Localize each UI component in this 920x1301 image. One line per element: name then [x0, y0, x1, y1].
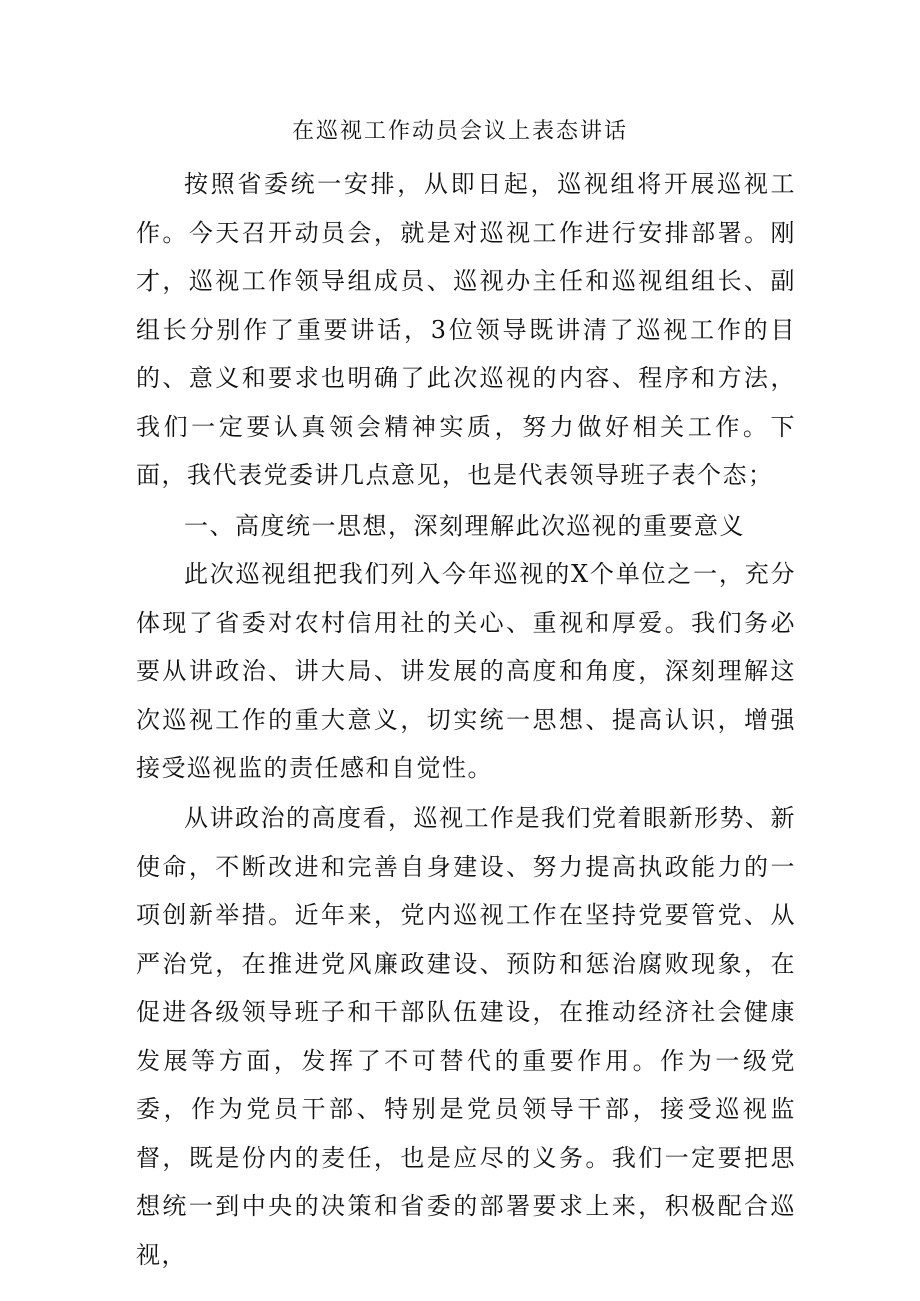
document-title: 在巡视工作动员会议上表态讲话	[291, 119, 628, 144]
paragraph-political-view: 从讲政治的高度看，巡视工作是我们党着眼新形势、新使命，不断改进和完善自身建设、努力提高执政能力的一项创新举措。近年来，党内巡视工作在坚持党要管党、从严治党，在推进党风廉政建设、预防和惩治腐败现象，在促进各级领导班子和干部队伍建设，在推动经济社会健康发展等方面，发挥了不可替代的重要作用。作为一级党委，作为党员干部、特别是党员领导干部，接受巡视监督，既是份内的麦任，也是应尽的义务。我们一定要把思想统一到中央的决策和省委的部署要求上来，积极配合巡视，	[136, 804, 796, 1269]
paragraph-section-1: 此次巡视组把我们列入今年巡视的X个单位之一，充分体现了省委对农村信用社的关心、重视和厚爱。我们务必要从讲政治、讲大局、讲发展的高度和角度，深刻理解这次巡视工作的重大意义，切实统一思想、提高认识，增强接受巡视监的责任感和自觉性。	[136, 560, 796, 782]
paragraph-intro: 按照省委统一安排，从即日起，巡视组将开展巡视工作。今天召开动员会，就是对巡视工作进行安排部署。刚才，巡视工作领导组成员、巡视办主任和巡视组组长、副组长分别作了重要讲话，3位领导既讲清了巡视工作的目的、意义和要求也明确了此次巡视的内容、程序和方法，我们一定要认真领会精神实质，努力做好相关工作。下面，我代表党委讲几点意见，也是代表领导班子表个态；	[136, 170, 796, 489]
section-heading-1: 一、高度统一思想，深刻理解此次巡视的重要意义	[184, 512, 745, 540]
